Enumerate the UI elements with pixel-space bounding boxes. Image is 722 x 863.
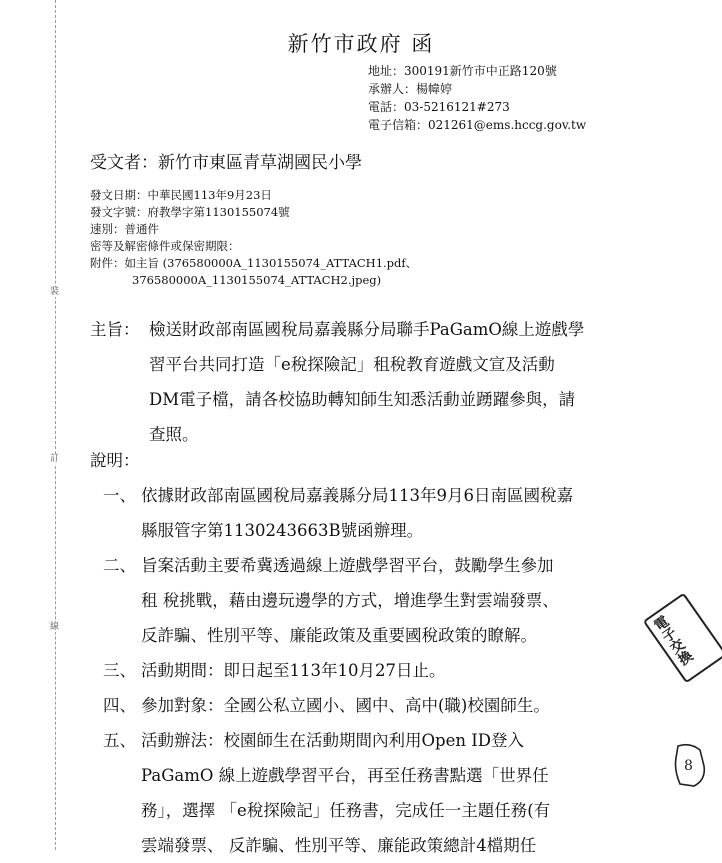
delivery-speed: 速別：普通件 <box>90 222 159 236</box>
item-line: 活動辦法：校園師生在活動期間內利用Open ID登入 <box>141 731 524 750</box>
contact-handler: 承辦人：楊幃婷 <box>368 82 453 96</box>
binding-char-3: 線 <box>50 622 60 632</box>
contact-phone: 電話：03-5216121#273 <box>368 100 510 114</box>
item-line: 活動期間：即日起至113年10月27日止。 <box>141 661 446 680</box>
subject-label: 主旨： <box>90 320 140 339</box>
explanation-items <box>103 478 663 863</box>
subject-section <box>90 312 650 452</box>
item-number: 四、 <box>103 696 136 715</box>
document-title: 新竹市政府 函 <box>287 32 435 56</box>
item-line: 參加對象：全國公私立國小、國中、高中(職)校園師生。 <box>141 696 550 715</box>
explanation-item <box>103 478 663 548</box>
item-line: 雲端發票、 反詐騙、性別平等、廉能政策總計4檔期任 <box>141 836 537 855</box>
contact-block <box>368 62 586 134</box>
item-line: PaGamO 線上遊戲學習平台，再至任務書點選「世界任 <box>141 766 549 785</box>
issue-date: 發文日期：中華民國113年9月23日 <box>90 188 272 202</box>
binding-char-2: 訂 <box>50 454 60 464</box>
secrecy-level: 密等及解密條件或保密期限： <box>90 239 240 253</box>
item-line: 依據財政部南區國稅局嘉義縣分局113年9月6日南區國稅嘉 <box>141 486 573 505</box>
page-marker <box>670 740 710 790</box>
item-line: 縣服管字第1130243663B號函辦理。 <box>141 521 424 540</box>
document-number: 發文字號：府教學字第1130155074號 <box>90 205 290 219</box>
subject-line: 習平台共同打造「e稅探險記」租稅教育遊戲文宣及活動 <box>149 355 555 374</box>
item-line: 旨案活動主要希冀透過線上遊戲學習平台，鼓勵學生參加 <box>141 556 554 575</box>
explanation-item <box>103 688 663 723</box>
recipient: 受文者：新竹市東區青草湖國民小學 <box>90 153 362 173</box>
item-number: 二、 <box>103 556 136 575</box>
explanation-item <box>103 653 663 688</box>
binding-line <box>55 0 56 850</box>
explanation-item <box>103 548 663 653</box>
stamp-text: 電子交換 <box>649 613 695 669</box>
item-number: 三、 <box>103 661 136 680</box>
item-line: 租 稅挑戰，藉由邊玩邊學的方式，增進學生對雲端發票、 <box>141 591 559 610</box>
subject-line: 檢送財政部南區國稅局嘉義縣分局聯手PaGamO線上遊戲學 <box>149 320 585 339</box>
subject-line: DM電子檔，請各校協助轉知師生知悉活動並踴躍參與，請 <box>149 390 576 409</box>
explanation-label: 說明： <box>90 451 140 470</box>
page-number: 8 <box>684 758 693 774</box>
subject-line: 查照。 <box>149 425 199 444</box>
item-number: 五、 <box>103 731 136 750</box>
attachment-line-1: 附件：如主旨 (376580000A_1130155074_ATTACH1.pdf、 <box>90 256 418 270</box>
item-line: 反詐騙、性別平等、廉能政策及重要國稅政策的瞭解。 <box>141 626 537 645</box>
binding-char-1: 裝 <box>50 287 60 297</box>
contact-email: 電子信箱：021261@ems.hccg.gov.tw <box>368 118 587 132</box>
item-number: 一、 <box>103 486 136 505</box>
contact-address: 地址：300191新竹市中正路120號 <box>368 64 557 78</box>
subject-body <box>149 312 650 452</box>
item-line: 務」，選擇 「e稅探險記」任務書，完成任一主題任務(有 <box>141 801 551 820</box>
attachment-line-2: 376580000A_1130155074_ATTACH2.jpeg) <box>132 273 382 287</box>
meta-block <box>90 187 417 289</box>
explanation-item <box>103 723 663 863</box>
